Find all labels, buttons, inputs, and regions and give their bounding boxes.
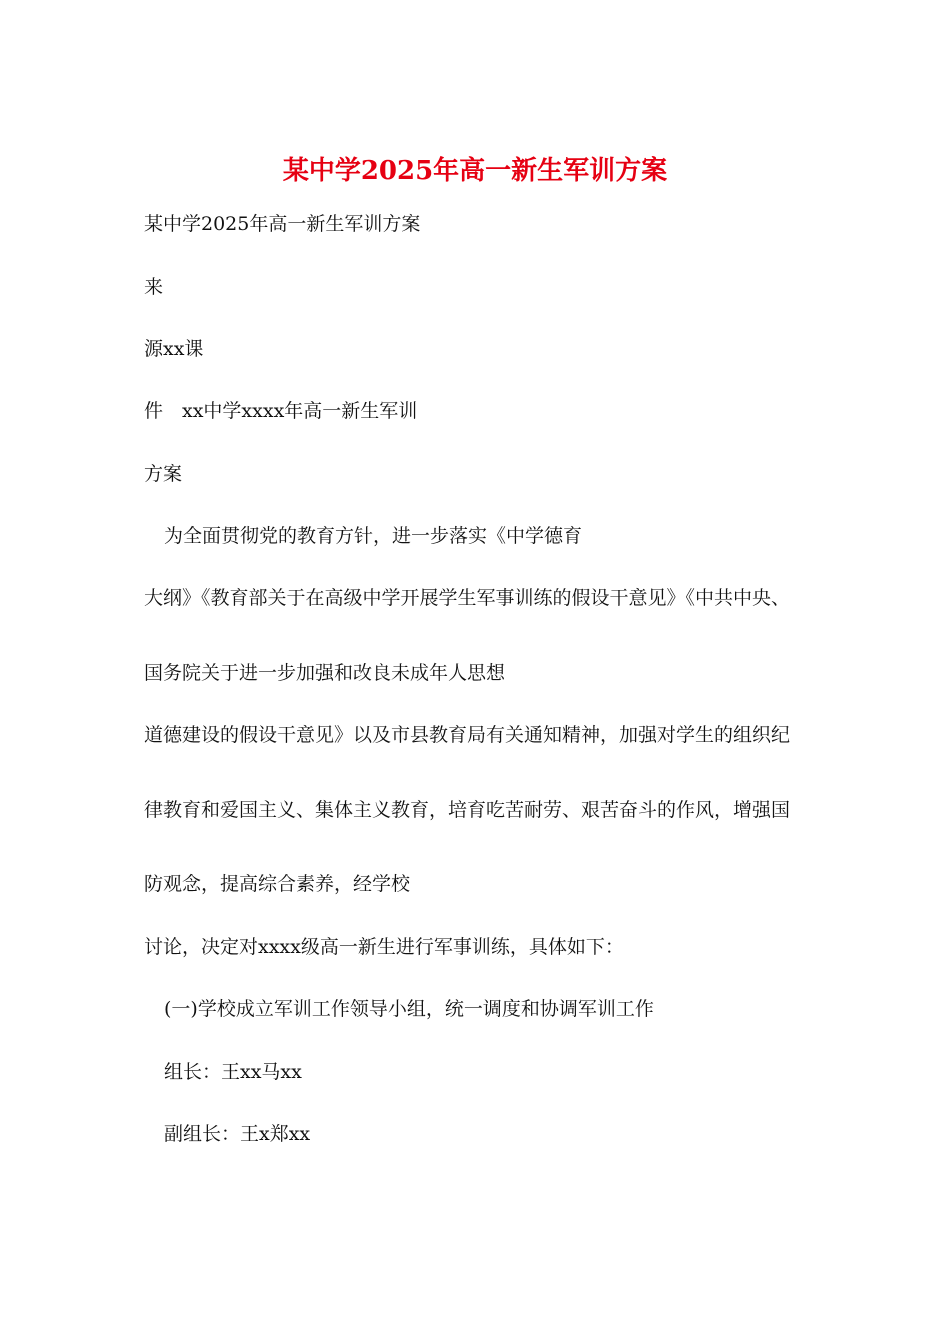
paragraph-line-3: 源xx课 bbox=[144, 338, 204, 360]
section-heading-1: (一)学校成立军训工作领导小组，统一调度和协调军训工作 bbox=[164, 998, 654, 1020]
paragraph-line-10: 律教育和爱国主义、集体主义教育，培育吃苦耐劳、艰苦奋斗的作风，增强国 bbox=[144, 799, 791, 821]
paragraph-line-4: 件 xx中学xxxx年高一新生军训 bbox=[144, 400, 418, 422]
document-title: 某中学2025年高一新生军训方案 bbox=[282, 156, 668, 186]
paragraph-line-5: 方案 bbox=[144, 463, 183, 485]
paragraph-line-6: 为全面贯彻党的教育方针，进一步落实《中学德育 bbox=[164, 525, 583, 547]
paragraph-line-9: 道德建设的假设干意见》以及市县教育局有关通知精神，加强对学生的组织纪 bbox=[144, 724, 791, 746]
paragraph-line-7: 大纲》《教育部关于在高级中学开展学生军事训练的假设干意见》《中共中央、 bbox=[144, 587, 791, 609]
paragraph-line-8: 国务院关于进一步加强和改良未成年人思想 bbox=[144, 662, 506, 684]
deputy-leader-line: 副组长：王x郑xx bbox=[164, 1123, 311, 1145]
group-leader-line: 组长：王xx马xx bbox=[164, 1061, 302, 1083]
paragraph-line-11: 防观念，提高综合素养，经学校 bbox=[144, 873, 411, 895]
paragraph-line-12: 讨论，决定对xxxx级高一新生进行军事训练，具体如下： bbox=[144, 936, 624, 958]
paragraph-line-2: 来 bbox=[144, 276, 164, 298]
paragraph-line-1: 某中学2025年高一新生军训方案 bbox=[144, 213, 421, 235]
